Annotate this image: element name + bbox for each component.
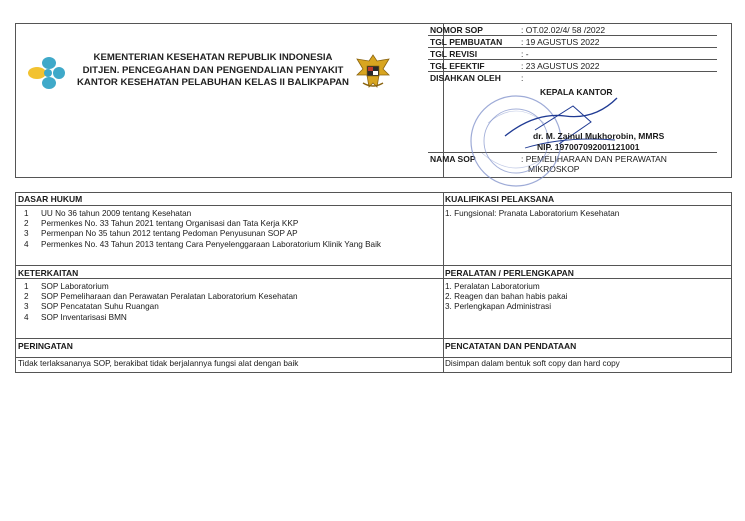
kualifikasi-list — [445, 209, 619, 219]
list-item: 4 SOP Inventarisasi BMN — [24, 312, 127, 322]
org-line-ministry: KEMENTERIAN KESEHATAN REPUBLIK INDONESIA — [93, 52, 333, 63]
dasar-hukum-title: DASAR HUKUM — [18, 194, 83, 204]
info-row-nomor-sop: NOMOR SOP : OT.02.02/4/ 58 /2022 — [428, 24, 717, 36]
peralatan-list — [445, 282, 567, 313]
info-row-tgl-pembuatan: TGL PEMBUATAN : 19 AGUSTUS 2022 — [428, 36, 717, 48]
list-item: 4 Permenkes No. 43 Tahun 2013 tentang Cara Penyelenggaraan Laboratorium Klinik Yang Baik — [24, 239, 382, 249]
divider-line — [16, 338, 731, 339]
info-row-tgl-revisi: TGL REVISI : - — [428, 48, 717, 60]
dasar-hukum-list — [24, 209, 381, 250]
list-item: 2 Permenkes No. 33 Tahun 2021 tentang Organisasi dan Tata Kerja KKP — [24, 219, 299, 229]
list-item: 2. Reagen dan bahan habis pakai — [445, 292, 568, 302]
header-left-panel — [16, 24, 444, 177]
nama-sop-line2: MIKROSKOP — [528, 164, 580, 174]
peralatan-title: PERALATAN / PERLENGKAPAN — [445, 268, 574, 278]
info-row-tgl-efektif: TGL EFEKTIF : 23 AGUSTUS 2022 — [428, 60, 717, 72]
list-item: 3. Perlengkapan Administrasi — [445, 302, 552, 312]
info-row-nama-sop: NAMA SOP : PEMELIHARAAN DAN PERAWATAN MIKROSKOP — [430, 154, 667, 174]
approver-nip: NIP. 197007092001121001 — [537, 142, 640, 152]
list-item: 1. Peralatan Laboratorium — [445, 282, 540, 291]
list-item: 2 SOP Pemeliharaan dan Perawatan Peralatan Laboratorium Kesehatan — [24, 292, 298, 302]
pencatatan-text: Disimpan dalam bentuk soft copy dan hard copy — [445, 359, 620, 368]
column-divider — [443, 193, 444, 372]
divider-line — [16, 205, 731, 206]
pencatatan-title: PENCATATAN DAN PENDATAAN — [445, 341, 577, 351]
list-item: 1. Fungsional: Pranata Laboratorium Kesehatan — [445, 209, 620, 218]
keterkaitan-list — [24, 282, 298, 323]
list-item: 1 SOP Laboratorium — [24, 282, 109, 291]
garuda-emblem-icon — [355, 53, 391, 91]
divider-line — [16, 278, 731, 279]
org-line-directorate: DITJEN. PENCEGAHAN DAN PENGENDALIAN PENYAKIT — [82, 64, 344, 76]
divider-line — [16, 357, 731, 358]
approver-title: KEPALA KANTOR — [540, 87, 613, 97]
list-item: 3 SOP Pencatatan Suhu Ruangan — [24, 302, 159, 312]
peringatan-text: Tidak terlaksananya SOP, berakibat tidak berjalannya fungsi alat dengan baik — [18, 359, 299, 368]
info-row-disahkan-oleh: DISAHKAN OLEH : — [428, 72, 717, 153]
list-item: 1 UU No 36 tahun 2009 tentang Kesehatan — [24, 209, 192, 218]
kualifikasi-title: KUALIFIKASI PELAKSANA — [445, 194, 555, 204]
keterkaitan-title: KETERKAITAN — [18, 268, 79, 278]
approver-name: dr. M. Zainul Mukhorobin, MMRS — [533, 131, 665, 141]
kemenkes-logo-icon — [25, 53, 67, 93]
divider-line — [16, 265, 731, 266]
peringatan-title: PERINGATAN — [18, 341, 73, 351]
list-item: 3 Permenpan No 35 tahun 2012 tentang Pedoman Penyusunan SOP AP — [24, 229, 298, 239]
organization-name — [68, 52, 358, 90]
org-line-office: KANTOR KESEHATAN PELABUHAN KELAS II BALIKPAPAN — [76, 77, 349, 88]
